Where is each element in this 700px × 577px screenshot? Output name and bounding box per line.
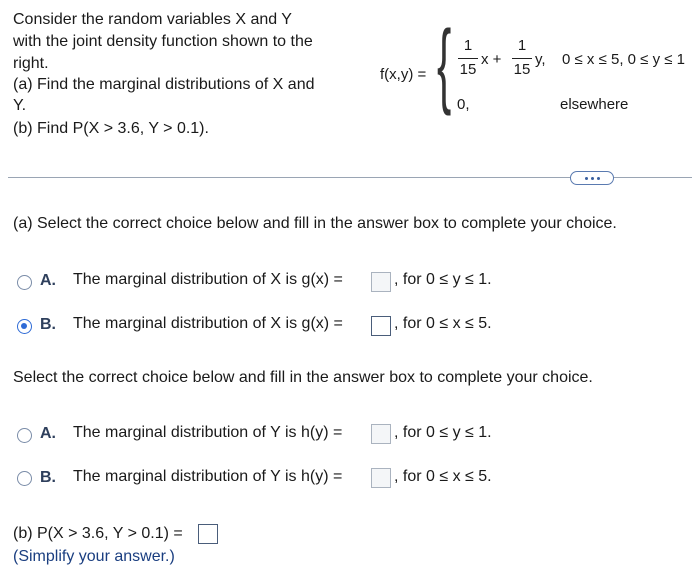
simplify-hint: (Simplify your answer.) — [13, 548, 175, 565]
frac1-numerator: 1 — [463, 37, 473, 54]
answer-box-y-a[interactable] — [371, 424, 391, 444]
question-line: right. — [13, 55, 49, 72]
radio-y-a[interactable] — [17, 428, 32, 443]
choice-letter: A. — [40, 272, 56, 289]
formula-case-2: 0, — [457, 96, 470, 113]
frac2-numerator: 1 — [517, 37, 527, 54]
answer-box-x-b[interactable] — [371, 316, 391, 336]
instruction-y: Select the correct choice below and fill in the answer box to complete your choice. — [13, 369, 593, 386]
formula-condition-1: 0 ≤ x ≤ 5, 0 ≤ y ≤ 1 — [562, 51, 685, 68]
question-line: (b) Find P(X > 3.6, Y > 0.1). — [13, 120, 209, 137]
ellipsis-icon — [585, 177, 588, 180]
answer-box-part-b[interactable] — [198, 524, 218, 544]
radio-x-b[interactable] — [17, 319, 32, 334]
question-line: with the joint density function shown to the — [13, 33, 313, 50]
radio-x-a[interactable] — [17, 275, 32, 290]
answer-box-x-a[interactable] — [371, 272, 391, 292]
question-line: Y. — [13, 97, 27, 114]
left-brace: { — [437, 11, 452, 117]
frac1-denominator: 15 — [459, 61, 477, 78]
choice-text: The marginal distribution of X is g(x) = — [73, 271, 343, 288]
instruction-x: (a) Select the correct choice below and fill in the answer box to complete your choice. — [13, 215, 617, 232]
formula-y-term: y, — [535, 51, 546, 68]
choice-letter: B. — [40, 469, 56, 486]
frac2-denominator: 15 — [513, 61, 531, 78]
choice-range: , for 0 ≤ x ≤ 5. — [394, 315, 492, 332]
answer-box-y-b[interactable] — [371, 468, 391, 488]
choice-range: , for 0 ≤ x ≤ 5. — [394, 468, 492, 485]
choice-range: , for 0 ≤ y ≤ 1. — [394, 271, 492, 288]
question-line: Consider the random variables X and Y — [13, 11, 292, 28]
formula-lhs: f(x,y) = — [380, 66, 427, 83]
frac2-bar — [512, 58, 532, 59]
frac1-bar — [458, 58, 478, 59]
choice-letter: A. — [40, 425, 56, 442]
choice-text: The marginal distribution of Y is h(y) = — [73, 468, 343, 485]
expand-button[interactable] — [570, 171, 614, 185]
choice-text: The marginal distribution of X is g(x) = — [73, 315, 343, 332]
choice-text: The marginal distribution of Y is h(y) = — [73, 424, 343, 441]
choice-letter: B. — [40, 316, 56, 333]
question-line: (a) Find the marginal distributions of X and — [13, 76, 315, 93]
formula-condition-2: elsewhere — [560, 96, 629, 113]
choice-range: , for 0 ≤ y ≤ 1. — [394, 424, 492, 441]
part-b-label: (b) P(X > 3.6, Y > 0.1) = — [13, 525, 183, 542]
radio-y-b[interactable] — [17, 471, 32, 486]
formula-x-term: x + — [481, 51, 502, 68]
